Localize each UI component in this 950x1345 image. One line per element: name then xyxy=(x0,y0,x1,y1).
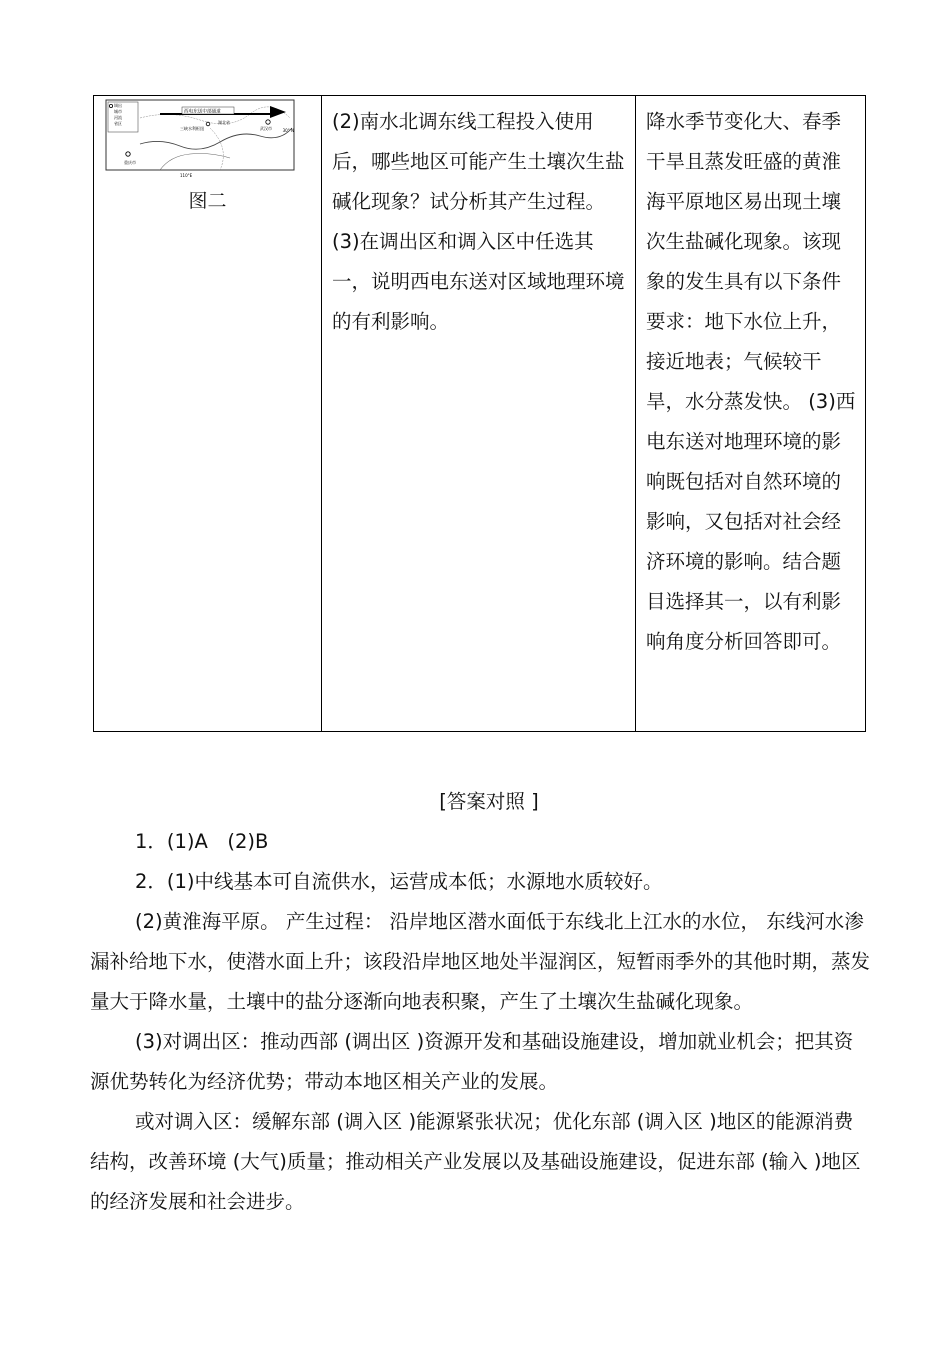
answer-2-3b: 或对调入区：缓解东部 (调入区 )能源紧张状况；优化东部 (调入区 )地区的能源消费结构，改善环境 (大气)质量；推动相关产业发展以及基础设施建设，促进东部 (输入 )地区的经济发展和社会进步。 xyxy=(90,1110,861,1213)
legend-text-3: 河流 xyxy=(114,115,122,120)
city-icon-2 xyxy=(266,120,270,124)
map-figure xyxy=(100,98,300,178)
question-3: (3)在调出区和调入区中任选其一，说明西电东送对区域地理环境的有利影响。 xyxy=(332,230,625,333)
longitude-label: 110°E xyxy=(180,173,193,178)
place-label-2: 武汉市 xyxy=(260,126,272,131)
arrow-icon xyxy=(270,106,286,118)
answer-2-3a: (3)对调出区：推动西部 (调出区 )资源开发和基础设施建设，增加就业机会；把其资源优势转化为经济优势；带动本地区相关产业的发展。 xyxy=(90,1030,854,1093)
analysis-text: 降水季节变化大、春季干旱且蒸发旺盛的黄淮海平原地区易出现土壤次生盐碱化现象。该现象的发生具有以下条件要求：地下水位上升，接近地表；气候较干旱，水分蒸发快。 (3)西电东送对地理环境的影响既包括对自然环境的影响，又包括对社会经济环境的影响。结合题目选择其一，以有利影响角度分析回答即可。 xyxy=(646,110,856,653)
question-table xyxy=(93,95,866,732)
place-label-1: 三峡水利枢纽 xyxy=(180,126,204,131)
city-icon xyxy=(206,122,210,126)
legend-text-4: 省区 xyxy=(114,121,122,126)
answer-title: [答案对照 ] xyxy=(439,790,539,813)
legend-text-1: 调出 xyxy=(114,103,122,108)
question-cell xyxy=(322,96,636,732)
answer-1: 1．(1)A (2)B xyxy=(135,830,269,853)
power-line-label: 西电东送中部通道 xyxy=(184,109,221,115)
analysis-cell xyxy=(636,96,866,732)
river-line xyxy=(140,128,292,149)
legend-text-2: 城市 xyxy=(114,109,122,114)
province-boundary-2 xyxy=(210,128,223,170)
place-label-4: 湖北省 xyxy=(218,120,230,125)
question-2: (2)南水北调东线工程投入使用后，哪些地区可能产生土壤次生盐碱化现象？试分析其产生过程。 xyxy=(332,110,625,213)
latitude-label: 30° N xyxy=(282,128,294,133)
answer-2-2: (2)黄淮海平原。 产生过程： 沿岸地区潜水面低于东线北上江水的水位， 东线河水渗漏补给地下水，使潜水面上升；该段沿岸地区地处半湿润区，短暂雨季外的其他时期，蒸发量大于降水量，土壤中的盐分逐渐向地表积聚，产生了土壤次生盐碱化现象。 xyxy=(90,910,871,1013)
river-line-2 xyxy=(160,154,230,171)
answer-section xyxy=(90,782,870,1222)
answer-2-1: 2．(1)中线基本可自流供水，运营成本低；水源地水质较好。 xyxy=(135,870,663,893)
city-icon-3 xyxy=(126,152,130,156)
figure-caption: 图二 xyxy=(188,190,227,212)
figure-cell xyxy=(94,96,322,732)
place-label-3: 重庆市 xyxy=(124,160,136,165)
